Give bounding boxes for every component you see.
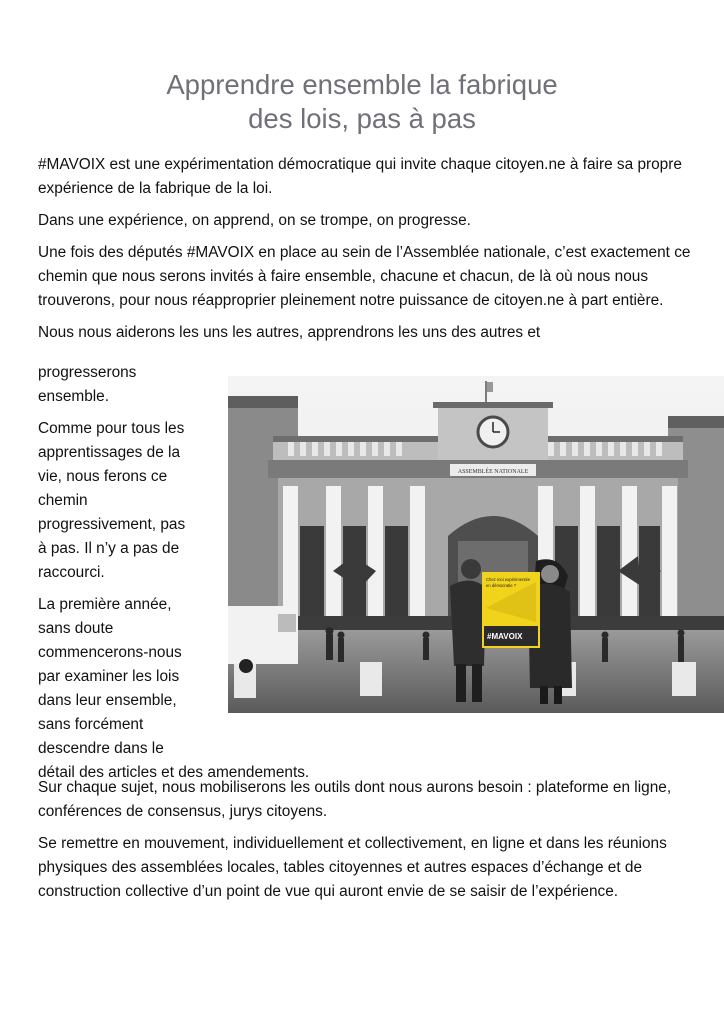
poster-tagline-2: en démocratie ? bbox=[486, 583, 517, 588]
text-line: vie, nous ferons ce bbox=[38, 468, 168, 485]
paragraph-mouvement: Se remettre en mouvement, individuellement et collectivement, en ligne et dans les réunions physiques des assemblées locales, tables citoyennes et autres espaces d’échange et de construction collective d’un point de vue qui auront envie de se saisir de l’expérience. bbox=[38, 835, 667, 900]
paragraph-entraide-first-line: Nous nous aiderons les uns les autres, apprendrons les uns des autres et bbox=[38, 324, 541, 341]
text-line: sans forcément bbox=[38, 716, 144, 733]
title-line-2: des lois, pas à pas bbox=[248, 103, 476, 134]
van bbox=[228, 606, 298, 673]
text-line: descendre dans le bbox=[38, 740, 164, 757]
page-title bbox=[0, 68, 724, 136]
body-text-bottom bbox=[38, 776, 693, 912]
text-line: apprentissages de la bbox=[38, 444, 181, 461]
text-line: progressivement, pas bbox=[38, 516, 186, 533]
text-line: La première année, bbox=[38, 596, 172, 613]
text-line: raccourci. bbox=[38, 564, 105, 581]
poster-brand: #MAVOIX bbox=[487, 632, 523, 641]
text-line: chemin bbox=[38, 492, 88, 509]
text-line: ensemble. bbox=[38, 388, 110, 405]
text-line: par examiner les lois bbox=[38, 668, 180, 685]
building-sign-text: ASSEMBLÉE NATIONALE bbox=[457, 469, 529, 475]
paragraph-experience: Dans une expérience, on apprend, on se trompe, on progresse. bbox=[38, 212, 471, 229]
text-line: sans doute bbox=[38, 620, 114, 637]
assemblee-nationale-photo bbox=[228, 376, 724, 713]
paragraph-deputes: Une fois des députés #MAVOIX en place au sein de l’Assemblée nationale, c’est exactement ce chemin que nous serons invités à faire ensemble, chacune et chacun, de là où nous nous trouverons, pour nous réapproprier pleinement notre puissance de citoyen.ne à part entière. bbox=[38, 244, 691, 309]
text-line: progresserons bbox=[38, 364, 137, 381]
poster-tagline-1: Chez moi expérimentée bbox=[486, 577, 531, 582]
text-line: détail des articles et des amendements. bbox=[38, 764, 310, 781]
text-line: Comme pour tous les bbox=[38, 420, 185, 437]
mavoix-poster bbox=[482, 572, 540, 648]
paragraph-intro: #MAVOIX est une expérimentation démocratique qui invite chaque citoyen.ne à faire sa propre expérience de la fabrique de la loi. bbox=[38, 156, 682, 197]
text-line: dans leur ensemble, bbox=[38, 692, 177, 709]
title-line-1: Apprendre ensemble la fabrique bbox=[166, 69, 558, 100]
body-text bbox=[38, 153, 693, 345]
paragraph-outils: Sur chaque sujet, nous mobiliserons les outils dont nous aurons besoin : plateforme en ligne, conférences de consensus, jurys citoyens. bbox=[38, 779, 672, 820]
text-line: commencerons-nous bbox=[38, 644, 182, 661]
text-line: à pas. Il n’y a pas de bbox=[38, 540, 180, 557]
